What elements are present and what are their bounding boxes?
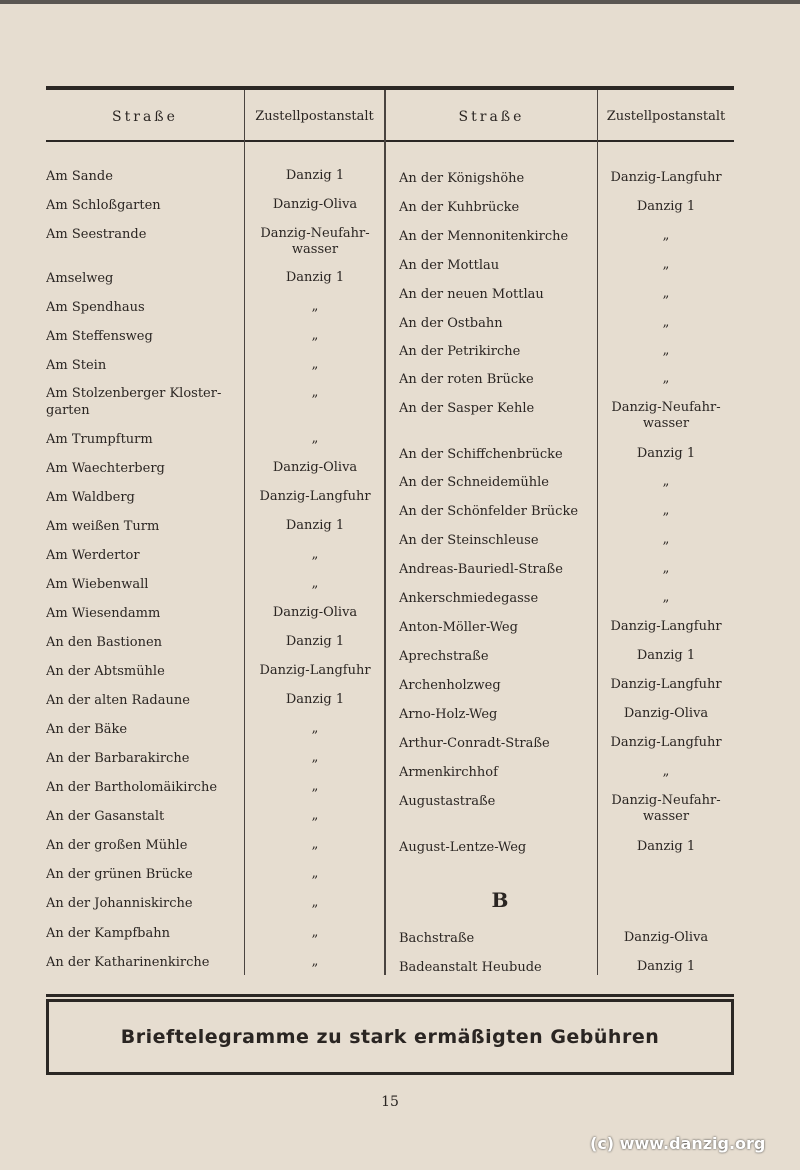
post-office: „ (311, 808, 319, 823)
street-name: An der Mennonitenkirche (399, 229, 569, 244)
post-office: „ (662, 371, 670, 386)
post-office: „ (662, 532, 670, 547)
street-name: An der Schönfelder Brücke (399, 504, 579, 519)
street-name: Anton-Möller-Weg (399, 620, 518, 635)
street-name: Bachstraße (399, 931, 475, 946)
post-office: Danzig 1 (285, 634, 345, 649)
post-office: „ (311, 299, 319, 314)
post-office: Danzig-Neufahr- wasser (611, 400, 721, 431)
post-office: Danzig 1 (285, 168, 345, 183)
street-name: An der grünen Brücke (46, 867, 193, 882)
street-name: An der Katharinenkirche (46, 955, 210, 970)
header-street-left: Straße (112, 109, 178, 125)
post-office: Danzig 1 (285, 270, 345, 285)
street-name: Augustastraße (399, 794, 496, 809)
street-name: Andreas-Bauriedl-Straße (399, 562, 563, 577)
post-office: Danzig-Langfuhr (610, 170, 722, 185)
header-post-left: Zustellpostanstalt (255, 109, 374, 124)
street-name: An der neuen Mottlau (399, 287, 544, 302)
street-name: Am Stolzenberger Kloster- garten (46, 386, 222, 418)
post-office: Danzig 1 (285, 518, 345, 533)
header-street-right: Straße (458, 109, 525, 125)
street-name: An der Schneidemühle (399, 475, 549, 490)
street-name: Am Trumpfturm (46, 432, 153, 447)
street-name: An der Mottlau (399, 258, 500, 273)
post-office: Danzig 1 (636, 959, 696, 974)
street-name: Am Wiebenwall (46, 577, 149, 592)
street-name: An der großen Mühle (46, 838, 188, 853)
post-office: „ (311, 431, 319, 446)
street-name: An der Abtsmühle (46, 664, 165, 679)
street-name: Am Spendhaus (46, 300, 145, 315)
post-office: Danzig 1 (636, 199, 696, 214)
post-office: Danzig-Langfuhr (259, 489, 371, 504)
post-office: Danzig-Oliva (272, 605, 358, 620)
post-office: Danzig 1 (636, 839, 696, 854)
post-office: „ (662, 764, 670, 779)
street-name: Am Werdertor (46, 548, 140, 563)
center-divider (384, 90, 386, 975)
street-name: Am weißen Turm (46, 519, 160, 534)
street-name: Arthur-Conradt-Straße (399, 736, 550, 751)
post-office: „ (662, 561, 670, 576)
street-name: An der Johanniskirche (46, 896, 193, 911)
post-office: „ (662, 474, 670, 489)
post-office: Danzig-Oliva (272, 197, 358, 212)
street-name: Aprechstraße (399, 649, 489, 664)
street-name: Am Sande (46, 169, 113, 184)
post-office: „ (311, 779, 319, 794)
post-office: „ (311, 750, 319, 765)
post-office: „ (311, 954, 319, 969)
watermark: (c) www.danzig.org (590, 1134, 766, 1153)
street-name: An der Kuhbrücke (399, 200, 520, 215)
street-name: Ankerschmiedegasse (399, 591, 539, 606)
street-name: Archenholzweg (399, 678, 501, 693)
page-number: 15 (381, 1094, 399, 1110)
post-office: „ (311, 328, 319, 343)
top-border (0, 0, 800, 4)
street-name: Badeanstalt Heubude (399, 960, 542, 975)
street-name: Am Waldberg (46, 490, 135, 505)
post-office: Danzig-Oliva (272, 460, 358, 475)
post-office: Danzig-Langfuhr (610, 619, 722, 634)
street-name: Am Stein (46, 358, 107, 373)
street-name: An der alten Radaune (46, 693, 190, 708)
street-name: An den Bastionen (46, 635, 163, 650)
post-office: Danzig 1 (285, 692, 345, 707)
street-name: Am Wiesendamm (46, 606, 161, 621)
street-name: An der Gasanstalt (46, 809, 165, 824)
column-divider (244, 90, 245, 975)
post-office: „ (662, 315, 670, 330)
post-office: „ (662, 228, 670, 243)
street-name: Am Seestrande (46, 227, 147, 242)
street-name: An der Kampfbahn (46, 926, 170, 941)
street-name: An der Bartholomäikirche (46, 780, 218, 795)
street-name: An der Petrikirche (399, 344, 521, 359)
post-office: „ (662, 343, 670, 358)
street-name: An der Barbarakirche (46, 751, 190, 766)
street-name: Armenkirchhof (399, 765, 498, 780)
street-name: An der roten Brücke (399, 372, 534, 387)
post-office: „ (662, 503, 670, 518)
post-office: Danzig 1 (636, 446, 696, 461)
post-office: „ (311, 385, 319, 400)
street-name: Am Steffensweg (46, 329, 153, 344)
section-letter: B (491, 888, 509, 912)
post-office: „ (662, 286, 670, 301)
post-office: Danzig-Neufahr- wasser (260, 226, 370, 257)
post-office: „ (311, 895, 319, 910)
post-office: „ (311, 866, 319, 881)
post-office: „ (311, 547, 319, 562)
street-name: An der Königshöhe (399, 171, 525, 186)
post-office: Danzig-Langfuhr (610, 735, 722, 750)
street-name: Am Waechterberg (46, 461, 165, 476)
table-top-rule (46, 86, 734, 90)
post-office: Danzig-Neufahr- wasser (611, 793, 721, 824)
post-office: Danzig-Oliva (623, 706, 709, 721)
post-office: „ (662, 590, 670, 605)
street-name: Arno-Holz-Weg (399, 707, 498, 722)
street-name: An der Sasper Kehle (399, 401, 535, 416)
post-office: Danzig-Oliva (623, 930, 709, 945)
header-post-right: Zustellpostanstalt (606, 109, 726, 124)
post-office: „ (311, 357, 319, 372)
post-office: Danzig 1 (636, 648, 696, 663)
post-office: Danzig-Langfuhr (610, 677, 722, 692)
post-office: „ (662, 257, 670, 272)
notice-box: Brieftelegramme zu stark ermäßigten Gebühren (46, 999, 734, 1075)
street-name: An der Ostbahn (399, 316, 503, 331)
post-office: „ (311, 576, 319, 591)
post-office: „ (311, 925, 319, 940)
street-name: Amselweg (46, 271, 114, 286)
table-bottom-rule (46, 994, 734, 997)
post-office: Danzig-Langfuhr (259, 663, 371, 678)
street-name: An der Schiffchenbrücke (399, 447, 563, 462)
street-name: August-Lentze-Weg (399, 840, 527, 855)
post-office: „ (311, 837, 319, 852)
street-name: An der Bäke (46, 722, 128, 737)
street-name: An der Steinschleuse (399, 533, 539, 548)
street-name: Am Schloßgarten (46, 198, 161, 213)
post-office: „ (311, 721, 319, 736)
table-header-rule (46, 140, 734, 142)
